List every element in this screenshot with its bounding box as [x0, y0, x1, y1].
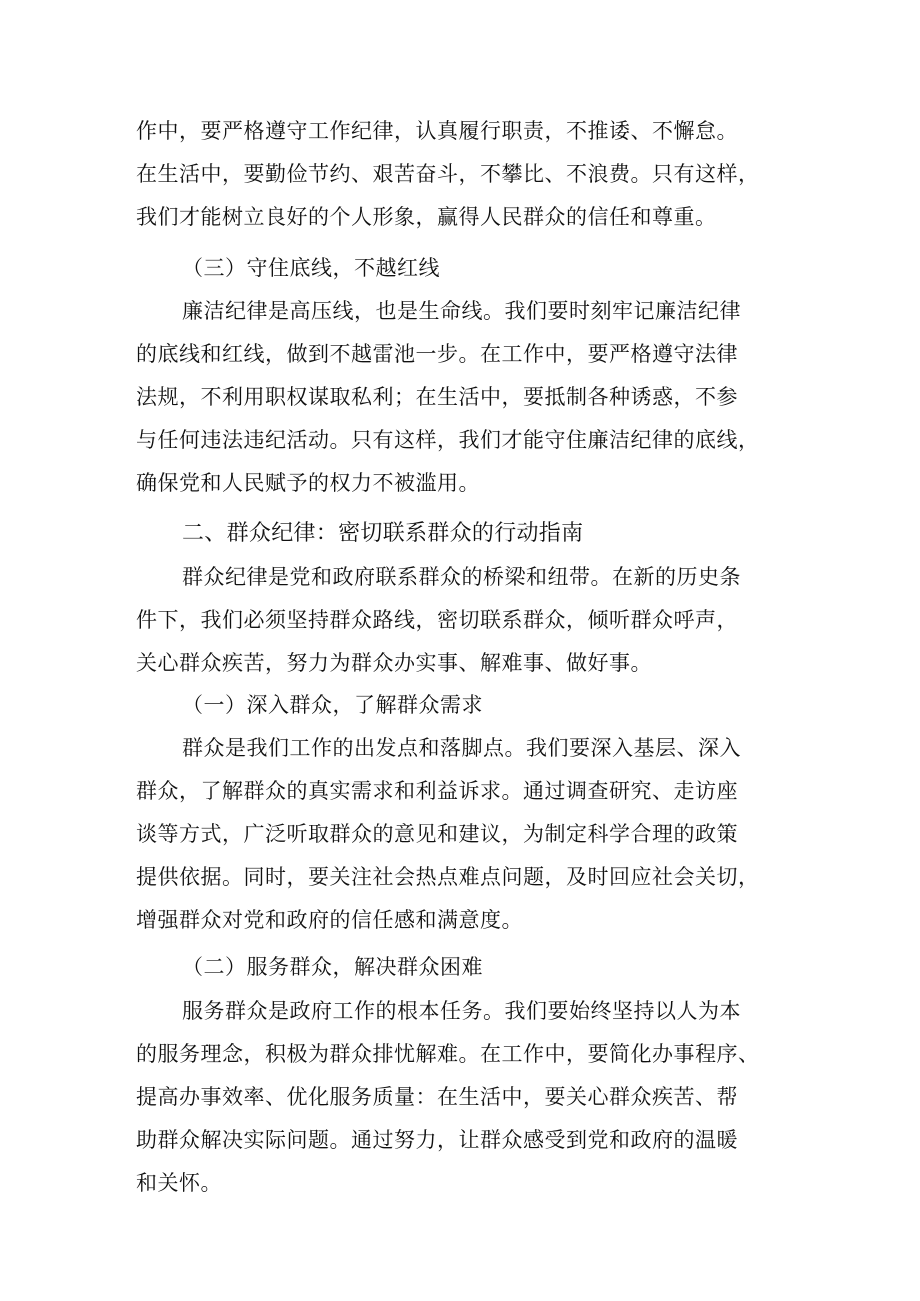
paragraph-mass-discipline	[136, 556, 800, 685]
text-line: 助群众解决实际问题。通过努力，让群众感受到党和政府的温暖	[136, 1128, 738, 1152]
text-line: 件下，我们必须坚持群众路线，密切联系群众，倾听群众呼声，	[136, 608, 738, 632]
heading-text: 二、群众纪律：密切联系群众的行动指南	[182, 521, 584, 546]
text-line: 作中，要严格遵守工作纪律，认真履行职责，不推诿、不懈怠。	[136, 119, 738, 143]
paragraph-go-to-masses	[136, 727, 800, 942]
subheading-bottom-line	[136, 247, 846, 290]
text-line: 确保党和人民赋予的权力不被滥用。	[136, 471, 480, 495]
text-line: 和关怀。	[136, 1171, 222, 1195]
subheading-serve-masses	[136, 946, 846, 989]
text-line: 关心群众疾苦，努力为群众办实事、解难事、做好事。	[136, 651, 652, 675]
text-line: 法规，不利用职权谋取私利；在生活中，要抵制各种诱惑，不参	[136, 385, 738, 409]
text-line: 与任何违法违纪活动。只有这样，我们才能守住廉洁纪律的底线，	[136, 428, 760, 452]
text-line: 群众，了解群众的真实需求和利益诉求。通过调查研究、走访座	[136, 779, 738, 803]
text-line: 的服务理念，积极为群众排忧解难。在工作中，要简化办事程序、	[136, 1042, 760, 1066]
text-line: 服务群众是政府工作的根本任务。我们要始终坚持以人为本	[182, 999, 741, 1023]
paragraph-continuation	[136, 110, 800, 239]
subheading-text: （三）守住底线，不越红线	[182, 256, 440, 280]
text-line: 提高办事效率、优化服务质量：在生活中，要关心群众疾苦、帮	[136, 1085, 738, 1109]
text-line: 的底线和红线，做到不越雷池一步。在工作中，要严格遵守法律	[136, 342, 738, 366]
subheading-text: （一）深入群众，了解群众需求	[182, 693, 483, 717]
text-line: 在生活中，要勤俭节约、艰苦奋斗，不攀比、不浪费。只有这样，	[136, 162, 760, 186]
text-line: 提供依据。同时，要关注社会热点难点问题，及时回应社会关切，	[136, 865, 760, 889]
text-line: 廉洁纪律是高压线，也是生命线。我们要时刻牢记廉洁纪律	[182, 299, 741, 323]
section-heading	[136, 512, 846, 555]
text-line: 群众纪律是党和政府联系群众的桥梁和纽带。在新的历史条	[182, 565, 741, 589]
text-line: 谈等方式，广泛听取群众的意见和建议，为制定科学合理的政策	[136, 822, 738, 846]
paragraph-serve-masses	[136, 990, 800, 1205]
subheading-text: （二）服务群众，解决群众困难	[182, 955, 483, 979]
text-line: 增强群众对党和政府的信任感和满意度。	[136, 908, 523, 932]
subheading-understand-needs	[136, 684, 846, 727]
paragraph-integrity	[136, 290, 800, 505]
text-line: 我们才能树立良好的个人形象，赢得人民群众的信任和尊重。	[136, 205, 717, 229]
text-line: 群众是我们工作的出发点和落脚点。我们要深入基层、深入	[182, 736, 741, 760]
